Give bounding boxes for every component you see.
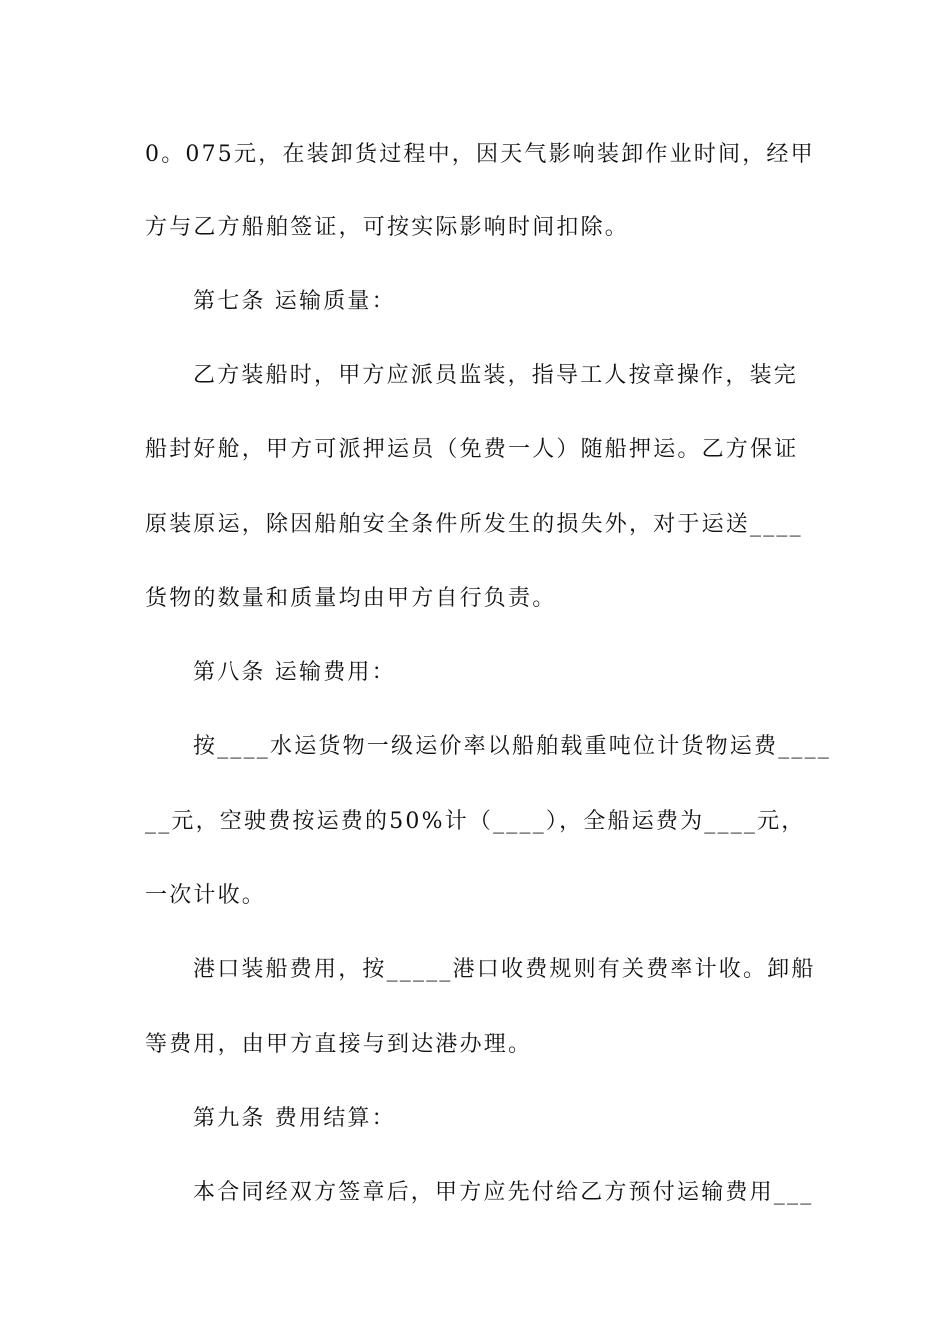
text-line: 一次计收。 — [145, 883, 267, 908]
text-line: 港口装船费用，按_____港口收费规则有关费率计收。卸船 — [193, 957, 816, 982]
text-line: __元，空驶费按运费的50%计（____），全船运费为____元， — [145, 809, 806, 834]
text-line: 方与乙方船舶签证，可按实际影响时间扣除。 — [145, 215, 630, 240]
text-line: 原装原运，除因船舶安全条件所发生的损失外，对于运送____ — [145, 512, 803, 537]
text-line: 按____水运货物一级运价率以船舶载重吨位计货物运费____ — [193, 734, 832, 759]
text-line: 0。075元，在装卸货过程中，因天气影响装卸作业时间，经甲 — [145, 142, 815, 167]
text-line: 本合同经双方签章后，甲方应先付给乙方预付运输费用___ — [193, 1180, 814, 1205]
text-line: 等费用，由甲方直接与到达港办理。 — [145, 1032, 533, 1057]
article-heading: 第八条 运输费用： — [193, 660, 396, 685]
article-heading: 第七条 运输质量： — [193, 289, 396, 314]
text-line: 船封好舱，甲方可派押运员（免费一人）随船押运。乙方保证 — [145, 437, 799, 462]
text-line: 货物的数量和质量均由甲方自行负责。 — [145, 586, 557, 611]
article-heading: 第九条 费用结算： — [193, 1106, 396, 1131]
text-line: 乙方装船时，甲方应派员监装，指导工人按章操作，装完 — [193, 363, 799, 388]
